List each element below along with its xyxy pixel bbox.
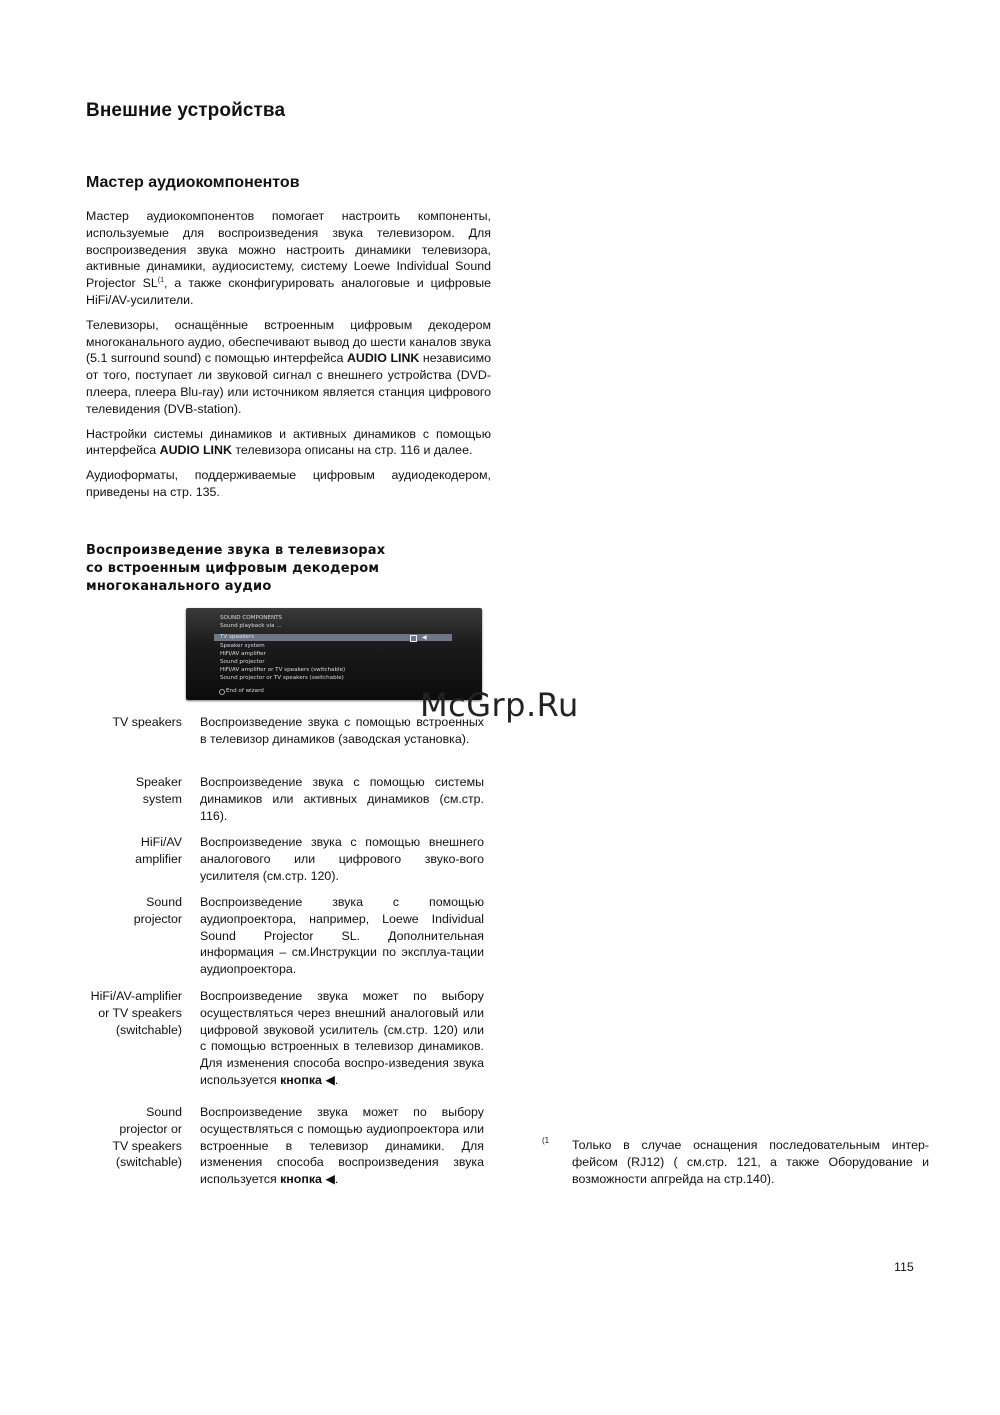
menu-subheader: Sound playback via ... — [220, 623, 282, 629]
option-description: Воспроизведение звука с помощью внешнего аналогового или цифрового звуко-вого усилителя (см.стр. 120). — [200, 835, 484, 883]
option-term: Speaker system — [135, 775, 182, 806]
intro-paragraph-3: Настройки системы динамиков и активных динамиков с помощью интерфейса AUDIO LINK телевизора описаны на стр. 116 и далее. — [86, 426, 491, 458]
intro-paragraph-2: Телевизоры, оснащённые встроенным цифровым декодером многоканального аудио, обеспечивают вывод до шести каналов звука (5.1 surround sound) с помощью интерфейса AUDIO LINK независимо от того, поступает ли звуковой сигнал с внешнего устройства (DVD-плеера, плеера Blu-ray) или источником является станция цифрового телевидения (DVB-station). — [86, 317, 492, 416]
subsection-title: Воспроизведение звука в телевизорах со встроенным цифровым декодером многоканального аудио — [86, 543, 386, 594]
intro-paragraph-4: Аудиоформаты, поддерживаемые цифровым аудиодекодером, приведены на стр. 135. — [86, 468, 491, 499]
watermark-text: McGrp.Ru — [420, 686, 579, 724]
back-button-icon — [219, 689, 225, 695]
option-description: Воспроизведение звука с помощью аудиопроектора, например, Loewe Individual Sound Projector SL. Дополнительная информация – см.Инструкции по эксплуа-тации аудиопроектора. — [200, 895, 484, 977]
menu-item: HiFi/AV amplifier — [220, 651, 266, 657]
option-term: Sound projector or TV speakers (switchable) — [112, 1105, 182, 1170]
option-term: HiFi/AV amplifier — [135, 835, 182, 866]
menu-item: HiFi/AV amplifier or TV speakers (switchable) — [220, 667, 346, 673]
menu-footer: End of wizard — [226, 688, 264, 694]
footnote-marker: (1 — [542, 1136, 550, 1145]
checkbox-icon — [410, 635, 417, 642]
menu-item: Sound projector — [220, 659, 265, 665]
menu-item: Speaker system — [220, 643, 265, 649]
option-term: Sound projector — [133, 895, 182, 926]
intro-paragraph-1: Мастер аудиокомпонентов помогает настроить компоненты, используемые для воспроизведения звука телевизором. Для воспроизведения звука можно настроить динамики телевизора, активные динамики, аудиосистему, систему Loewe Individual Sound Projector SL$^{(1}$, а также сконфигурировать аналоговые и цифровые HiFi/AV-усилители. — [86, 209, 492, 307]
option-description: Воспроизведение звука с помощью системы динамиков или активных динамиков (см.стр. 116). — [200, 775, 484, 823]
intro-text — [86, 208, 491, 509]
speaker-icon: ◀ — [422, 635, 427, 641]
option-description: Воспроизведение звука может по выбору осуществляться с помощью аудиопроектора или встроенные в телевизор динамики. Для изменения способа воспроизведения звука используется кнопка ◀. — [200, 1105, 484, 1187]
option-term: HiFi/AV-amplifier or TV speakers (switchable) — [90, 989, 182, 1037]
footnote-text: Только в случае оснащения последовательным интер-фейсом (RJ12) ( см.стр. 121, а также Оборудование и возможности апгрейда на стр.140). — [572, 1138, 929, 1186]
page-number: 115 — [894, 1260, 914, 1274]
menu-item: Sound projector or TV speakers (switchable) — [220, 675, 344, 681]
menu-header: SOUND COMPONENTS — [220, 615, 283, 621]
option-term: TV speakers — [112, 715, 182, 729]
option-description: Воспроизведение звука может по выбору осуществляться через внешний аналоговый или цифровой звуковой усилитель (см.стр. 120) или с помощью встроенных в телевизор динамиков. Для изменения способа воспро-изведения звука используется кнопка ◀. — [200, 989, 484, 1087]
option-description: Воспроизведение звука с помощью встроенных в телевизор динамиков (заводская установка). — [200, 715, 484, 746]
section-title: Мастер аудиокомпонентов — [86, 174, 300, 191]
page-title: Внешние устройства — [86, 100, 286, 121]
menu-item: TV speakers — [220, 634, 255, 640]
